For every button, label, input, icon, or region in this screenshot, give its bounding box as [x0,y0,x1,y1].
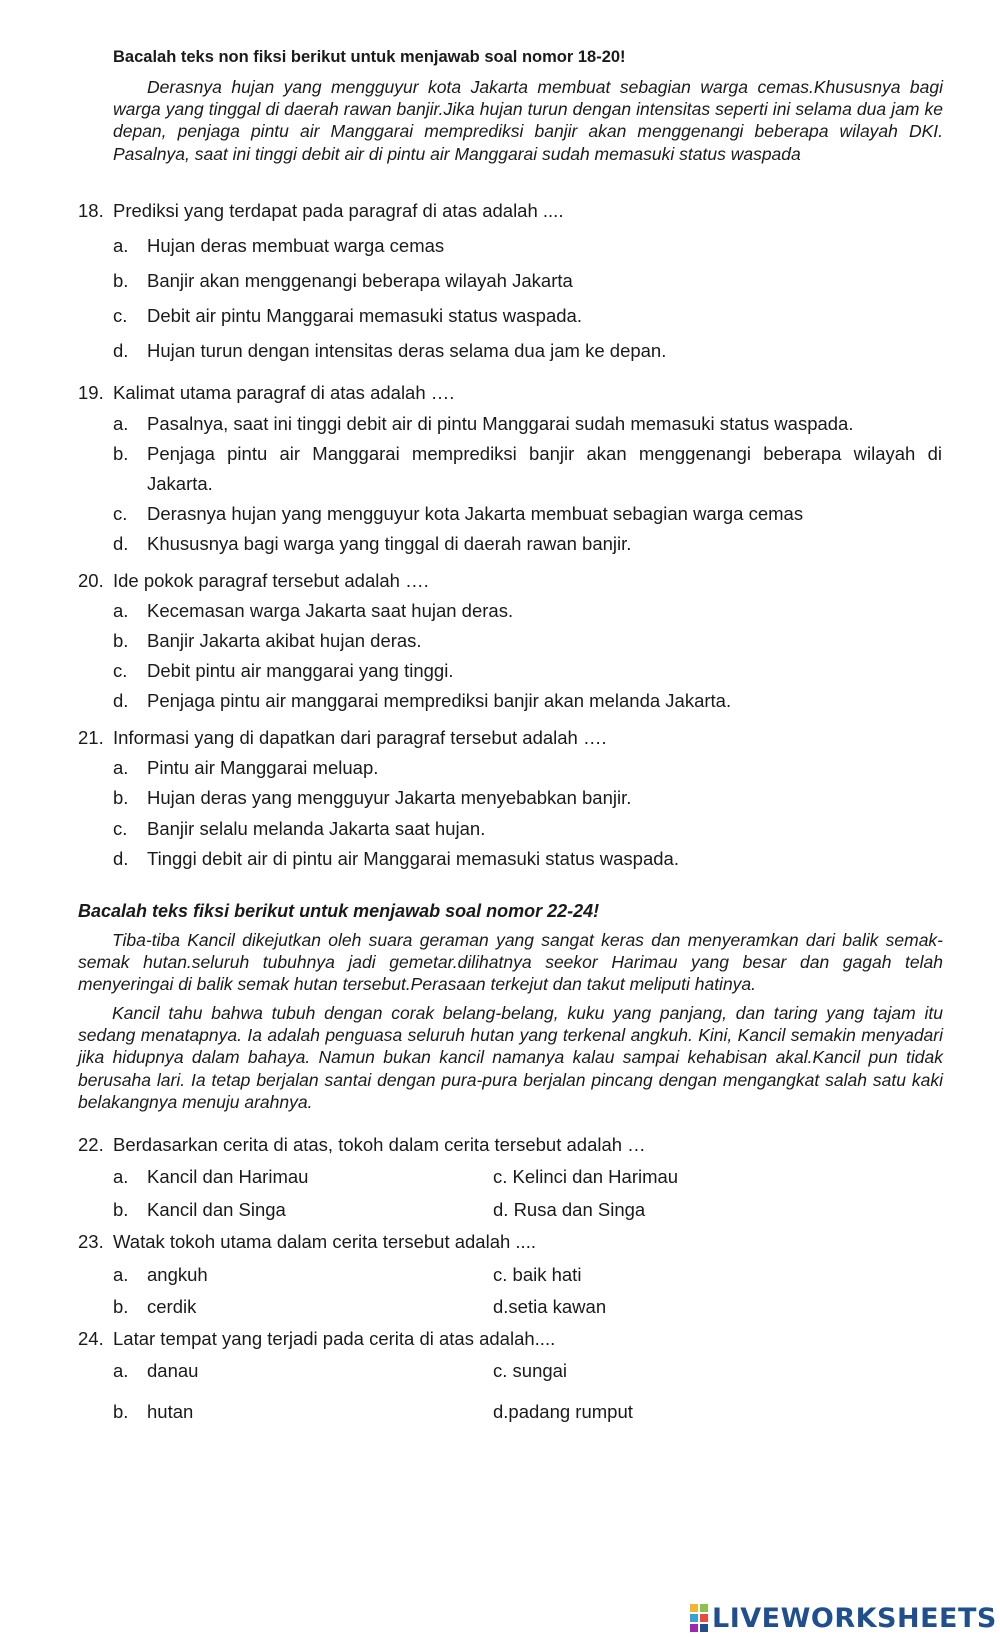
option-letter: c. [113,305,128,326]
option-letter: b. [113,443,129,464]
logo-square [690,1604,698,1612]
option-letter: b. [113,787,129,808]
option-text: d.padang rumput [493,1401,633,1422]
option-text: Pintu air Manggarai meluap. [147,757,379,778]
option-letter: c. [113,503,128,524]
option-text: c. baik hati [493,1264,582,1285]
section2-paragraph-1: Tiba-tiba Kancil dikejutkan oleh suara geraman yang sangat keras dan menyeramkan dari balik semak-semak hutan.seluruh tubuhnya jadi gemetar.dilihatnya seekor Harimau yang besar dan gagah telah menyeringai di balik semak hutan tersebut.Perasaan terkejut dan takut meliputi hatinya. [78,930,943,995]
option-text: Banjir selalu melanda Jakarta saat hujan. [147,818,486,839]
option-text: Penjaga pintu air manggarai memprediksi banjir akan melanda Jakarta. [147,690,732,711]
logo-square [700,1624,708,1632]
option-text: d. Rusa dan Singa [493,1199,646,1220]
question-text: Kalimat utama paragraf di atas adalah …. [113,382,455,403]
option-letter: a. [113,1166,129,1187]
option-text: Penjaga pintu air Manggarai memprediksi banjir akan menggenangi beberapa wilayah di [147,443,942,464]
question-text: Latar tempat yang terjadi pada cerita di atas adalah.... [113,1328,556,1349]
question-number: 23. [78,1231,104,1252]
question-number: 20. [78,570,104,591]
question-number: 18. [78,200,104,221]
option-text: cerdik [147,1296,197,1317]
option-text: c. sungai [493,1360,568,1381]
option-letter: b. [113,1199,129,1220]
option-letter: a. [113,235,129,256]
section1-paragraph: Derasnya hujan yang mengguyur kota Jakarta membuat sebagian warga cemas.Khususnya bagi warga yang tinggal di daerah rawan banjir.Jika hujan turun dengan intensitas seperti ini selama dua jam ke depan, penjaga pintu air Manggarai memprediksi banjir akan menggenangi beberapa wilayah DKI. Pasalnya, saat ini tinggi debit air di pintu air Manggarai sudah memasuki status waspada [113,77,943,164]
logo-square [690,1624,698,1632]
logo-square [700,1614,708,1622]
question-number: 21. [78,727,104,748]
option-letter: b. [113,630,129,651]
option-text: Debit air pintu Manggarai memasuki status waspada. [147,305,582,326]
question-text: Prediksi yang terdapat pada paragraf di atas adalah .... [113,200,564,221]
option-text: Hujan turun dengan intensitas deras selama dua jam ke depan. [147,340,667,361]
option-text: Banjir akan menggenangi beberapa wilayah Jakarta [147,270,573,291]
option-letter: c. [113,818,128,839]
section2-paragraph-2: Kancil tahu bahwa tubuh dengan corak belang-belang, kuku yang panjang, dan taring yang tajam itu sedang menatapnya. Ia adalah penguasa seluruh hutan yang terkenal angkuh. Kini, Kancil semakin menyadari jika hidupnya dalam bahaya. Namun bukan kancil namanya kalau sampai kehabisan akal.Kancil pun tidak berusaha lari. Ia tetap berjalan santai dengan pura-pura berjalan pincang dengan mengangkat salah satu kaki belakangnya menuju arahnya. [78,1003,943,1112]
option-text: Pasalnya, saat ini tinggi debit air di pintu Manggarai sudah memasuki status waspada. [147,413,854,434]
option-text: Debit pintu air manggarai yang tinggi. [147,660,454,681]
option-letter: d. [113,848,129,869]
option-letter: b. [113,1296,129,1317]
option-letter: d. [113,690,129,711]
option-text: Banjir Jakarta akibat hujan deras. [147,630,422,651]
option-text: Khususnya bagi warga yang tinggal di daerah rawan banjir. [147,533,632,554]
option-text: Kancil dan Harimau [147,1166,309,1187]
question-number: 19. [78,382,104,403]
question-text: Informasi yang di dapatkan dari paragraf tersebut adalah …. [113,727,607,748]
option-text: angkuh [147,1264,208,1285]
option-letter: d. [113,533,129,554]
option-text: Kancil dan Singa [147,1199,286,1220]
option-text: c. Kelinci dan Harimau [493,1166,679,1187]
option-letter: b. [113,1401,129,1422]
question-number: 22. [78,1134,104,1155]
logo-square [700,1604,708,1612]
logo-square [690,1614,698,1622]
question-text: Berdasarkan cerita di atas, tokoh dalam cerita tersebut adalah … [113,1134,646,1155]
question-text: Ide pokok paragraf tersebut adalah …. [113,570,429,591]
question-text: Watak tokoh utama dalam cerita tersebut adalah .... [113,1231,536,1252]
option-text: Derasnya hujan yang mengguyur kota Jakarta membuat sebagian warga cemas [147,503,804,524]
option-letter: b. [113,270,129,291]
question-number: 24. [78,1328,104,1349]
option-letter: a. [113,413,129,434]
logo-grid-icon [690,1604,708,1632]
liveworksheets-logo[interactable] [690,1602,997,1634]
option-text-continued: Jakarta. [147,473,213,494]
option-text: d.setia kawan [493,1296,607,1317]
option-text: Tinggi debit air di pintu air Manggarai memasuki status waspada. [147,848,679,869]
option-text: Kecemasan warga Jakarta saat hujan deras. [147,600,514,621]
option-text: danau [147,1360,199,1381]
option-letter: a. [113,1264,129,1285]
section1-heading: Bacalah teks non fiksi berikut untuk menjawab soal nomor 18-20! [113,48,626,66]
option-text: Hujan deras yang mengguyur Jakarta menyebabkan banjir. [147,787,632,808]
option-text: Hujan deras membuat warga cemas [147,235,445,256]
option-text: hutan [147,1401,194,1422]
option-letter: a. [113,757,129,778]
section2-heading: Bacalah teks fiksi berikut untuk menjawab soal nomor 22-24! [78,901,600,921]
option-letter: a. [113,1360,129,1381]
option-letter: d. [113,340,129,361]
logo-text: LIVEWORKSHEETS [712,1602,997,1634]
option-letter: c. [113,660,128,681]
option-letter: a. [113,600,129,621]
